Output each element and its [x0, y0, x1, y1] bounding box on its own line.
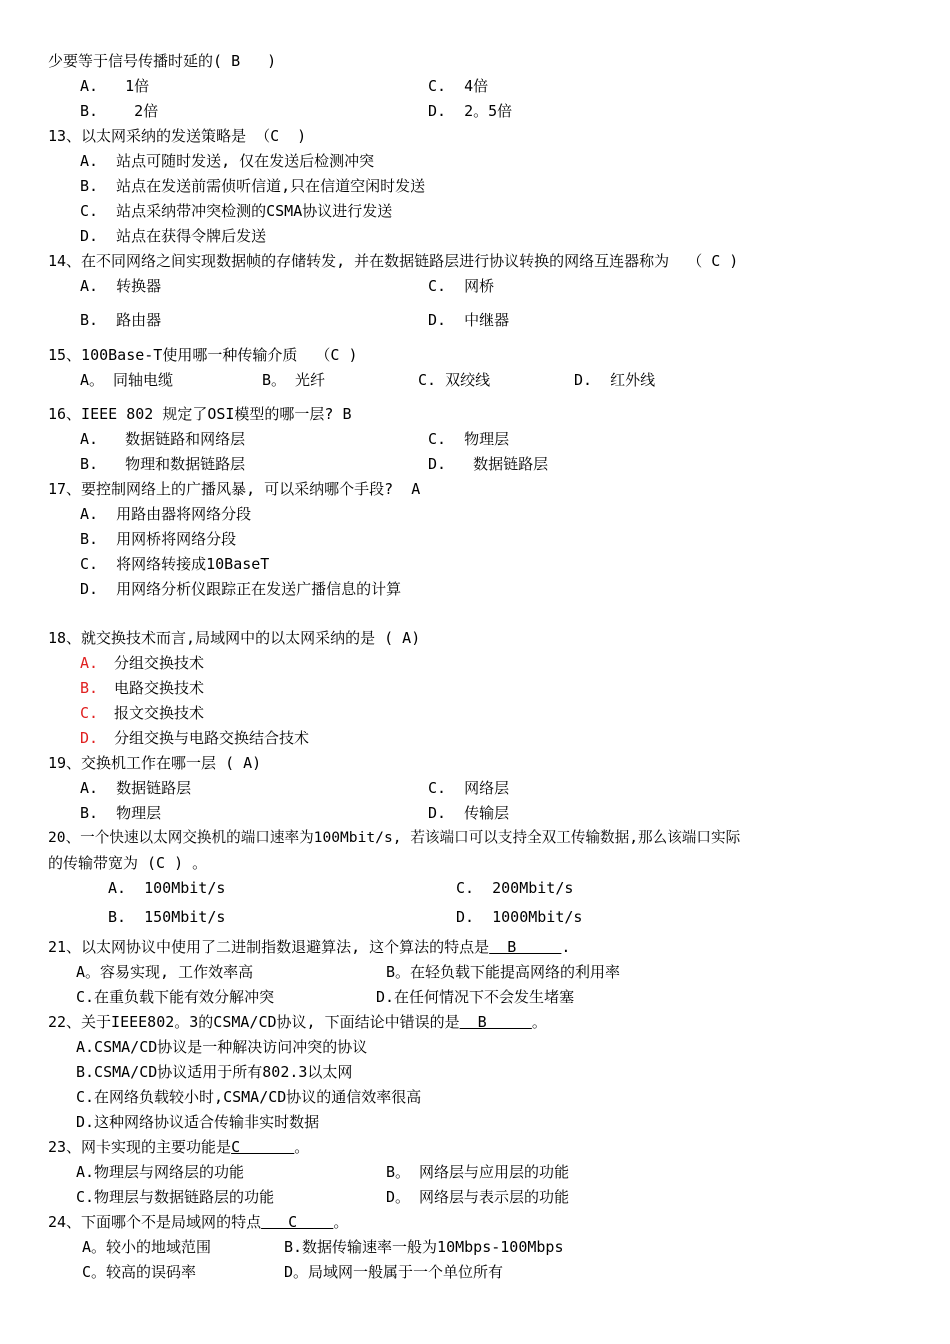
option: B. 路由器: [80, 311, 162, 329]
option: B. 2倍: [80, 102, 159, 120]
option: A. 转换器: [80, 277, 162, 295]
question-text: 23、网卡实现的主要功能是: [48, 1138, 232, 1156]
option: C.在网络负载较小时,CSMA/CD协议的通信效率很高: [76, 1088, 422, 1106]
question-end: 。: [294, 1138, 310, 1156]
question-23: [48, 1137, 309, 1157]
option: D. 传输层: [428, 804, 510, 822]
option: A。容易实现, 工作效率高: [76, 963, 254, 981]
option: C. 物理层: [428, 430, 510, 448]
option: B。在轻负载下能提高网络的利用率: [386, 963, 621, 981]
option-text: 报文交换技术: [114, 704, 205, 722]
option: C.物理层与数据链路层的功能: [76, 1188, 275, 1206]
question-text: 22、关于IEEE802。3的CSMA/CD协议, 下面结论中错误的是: [48, 1013, 460, 1031]
question-end: 。: [333, 1213, 349, 1231]
question-20: 20、一个快速以太网交换机的端口速率为100Mbit/s, 若该端口可以支持全双工传输数据,那么该端口实际: [48, 829, 741, 846]
option-text: 电路交换技术: [114, 679, 205, 697]
option-letter: A.: [80, 654, 99, 672]
question-text: 24、下面哪个不是局域网的特点: [48, 1213, 262, 1231]
option: D. 红外线: [574, 371, 656, 389]
option: A. 用路由器将网络分段: [80, 505, 252, 523]
answer-blank: C: [261, 1213, 334, 1231]
question-22: [48, 1012, 547, 1032]
option: A。较小的地域范围: [82, 1238, 212, 1256]
question-end: .: [561, 938, 571, 956]
question-16: 16、IEEE 802 规定了OSI模型的哪一层? B: [48, 405, 352, 423]
option: D.在任何情况下不会发生堵塞: [376, 988, 575, 1006]
question-14: 14、在不同网络之间实现数据帧的存储转发, 并在数据链路层进行协议转换的网络互连器称为 （ C ): [48, 252, 739, 270]
option: B.CSMA/CD协议适用于所有802.3以太网: [76, 1063, 353, 1081]
answer-blank: B: [489, 938, 562, 956]
option: D。局域网一般属于一个单位所有: [284, 1263, 504, 1281]
option: D. 中继器: [428, 311, 510, 329]
option: B.数据传输速率一般为10Mbps-100Mbps: [284, 1238, 564, 1256]
option: C. 双绞线: [418, 371, 491, 389]
option: A.CSMA/CD协议是一种解决访问冲突的协议: [76, 1038, 368, 1056]
option: D. 数据链路层: [428, 455, 549, 473]
question-17: 17、要控制网络上的广播风暴, 可以采纳哪个手段? A: [48, 480, 421, 498]
option: D。 网络层与表示层的功能: [386, 1188, 570, 1206]
option: A。 同轴电缆: [80, 371, 174, 389]
option: B. 150Mbit/s: [108, 908, 226, 926]
option: A. 数据链路层: [80, 779, 192, 797]
option: B. 物理和数据链路层: [80, 455, 246, 473]
option: C. 将网络转接成10BaseT: [80, 555, 270, 573]
option: C. 网桥: [428, 277, 495, 295]
option: B. 用网桥将网络分段: [80, 530, 237, 548]
option: D. 1000Mbit/s: [456, 908, 583, 926]
question-24: [48, 1212, 348, 1232]
question-text: 21、以太网协议中使用了二进制指数退避算法, 这个算法的特点是: [48, 938, 490, 956]
text-line: 少要等于信号传播时延的( B ): [48, 52, 277, 70]
option: A. 1倍: [80, 77, 150, 95]
option: A. 站点可随时发送, 仅在发送后检测冲突: [80, 152, 375, 170]
option: C. 站点采纳带冲突检测的CSMA协议进行发送: [80, 202, 393, 220]
answer-blank: B: [459, 1013, 532, 1031]
option: B. 站点在发送前需侦听信道,只在信道空闲时发送: [80, 177, 426, 195]
option: B。 网络层与应用层的功能: [386, 1163, 570, 1181]
option: D. 用网络分析仪跟踪正在发送广播信息的计算: [80, 580, 402, 598]
question-13: 13、以太网采纳的发送策略是 （C ): [48, 127, 307, 145]
question-19: 19、交换机工作在哪一层 ( A): [48, 754, 262, 772]
text-line: 的传输带宽为 (C ) 。: [48, 854, 208, 872]
option: B. 物理层: [80, 804, 162, 822]
question-15: 15、100Base-T使用哪一种传输介质 （C ): [48, 346, 358, 364]
option: A. 数据链路和网络层: [80, 430, 246, 448]
option: D. 2。5倍: [428, 102, 513, 120]
option: A. 100Mbit/s: [108, 879, 226, 897]
option-text: 分组交换与电路交换结合技术: [114, 729, 310, 747]
option: C. 4倍: [428, 77, 489, 95]
option: C.在重负载下能有效分解冲突: [76, 988, 275, 1006]
question-21: [48, 937, 570, 957]
option-letter: D.: [80, 729, 99, 747]
option-letter: C.: [80, 704, 99, 722]
option-text: 分组交换技术: [114, 654, 205, 672]
option: C. 网络层: [428, 779, 510, 797]
option: A.物理层与网络层的功能: [76, 1163, 245, 1181]
option: C. 200Mbit/s: [456, 879, 574, 897]
question-18: 18、就交换技术而言,局域网中的以太网采纳的是 ( A): [48, 629, 421, 647]
option: B。 光纤: [262, 371, 326, 389]
question-end: 。: [531, 1013, 547, 1031]
option-letter: B.: [80, 679, 99, 697]
option: D. 站点在获得令牌后发送: [80, 227, 267, 245]
option: D.这种网络协议适合传输非实时数据: [76, 1113, 320, 1131]
option: C。较高的误码率: [82, 1263, 197, 1281]
answer-blank: C: [231, 1138, 295, 1156]
